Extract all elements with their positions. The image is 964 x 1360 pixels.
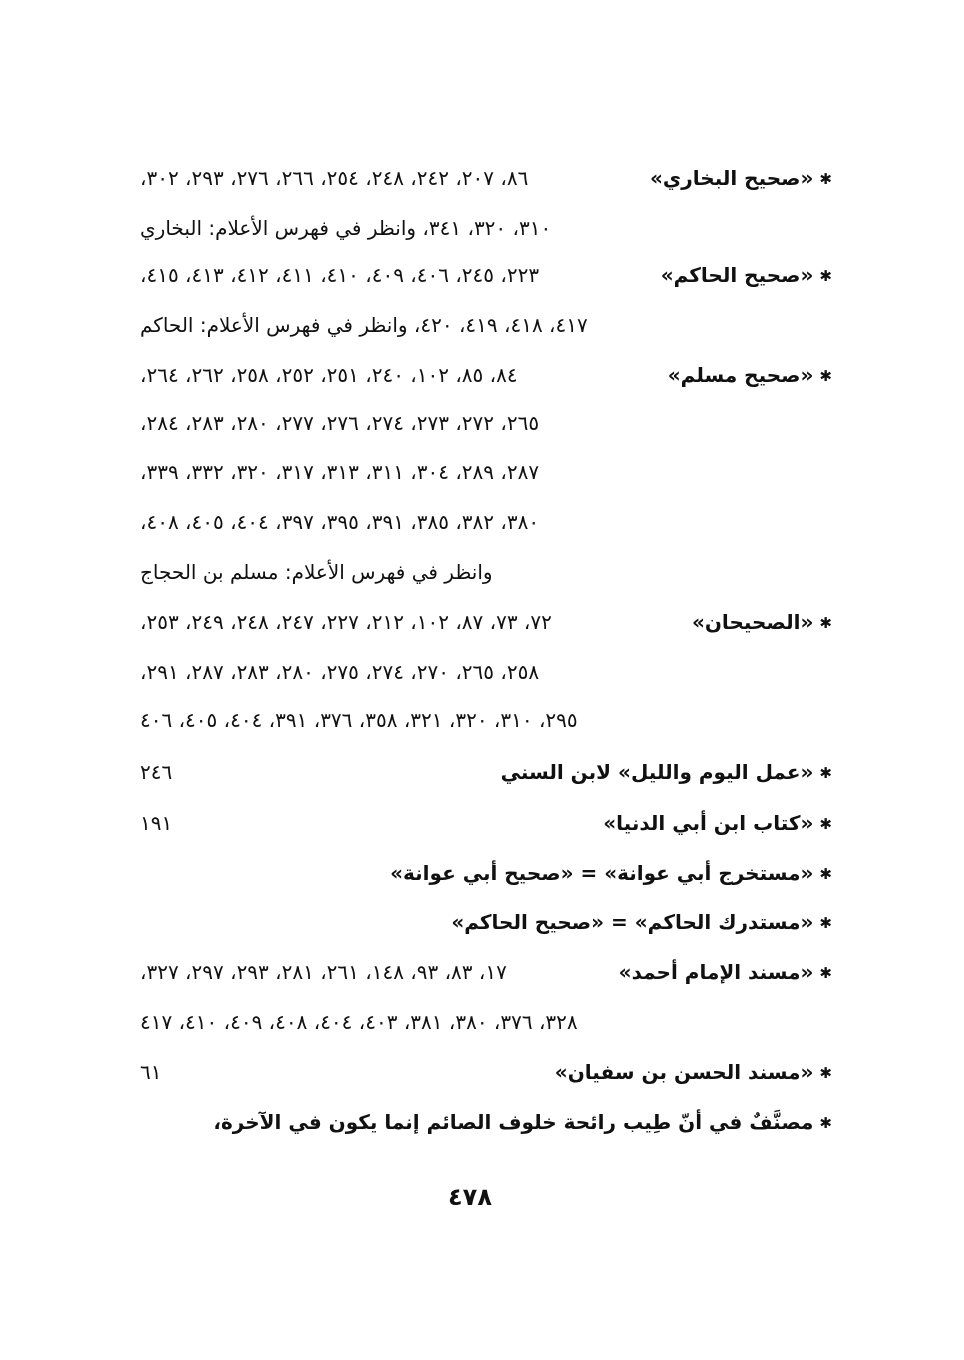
entry-heading	[603, 808, 832, 839]
asterisk-bullet-icon: ✱	[819, 864, 832, 883]
entry-title: «مسند الإمام أحمد»	[618, 959, 814, 984]
entry-continuation-line: ٣٨٠، ٣٨٢، ٣٨٥، ٣٩١، ٣٩٥، ٣٩٧، ٤٠٤، ٤٠٥، ٤٠٨،	[140, 510, 540, 534]
entry-heading	[650, 163, 832, 194]
index-entry-sahih-bukhari	[140, 163, 832, 193]
index-entry-mustakhraj-abi-awana	[140, 858, 832, 888]
entry-title: «صحيح الحاكم»	[660, 262, 814, 287]
entry-title: «عمل اليوم والليل» لابن السني	[500, 759, 814, 784]
page-references: ٨٦، ٢٠٧، ٢٤٢، ٢٤٨، ٢٥٤، ٢٦٦، ٢٧٦، ٢٩٣، ٣٠٢،	[140, 166, 529, 190]
entry-title: مصنَّفٌ في أنّ طِيب رائحة خلوف الصائم إنما يكون في الآخرة،	[213, 1109, 814, 1134]
asterisk-bullet-icon: ✱	[819, 913, 832, 932]
entry-title: «كتاب ابن أبي الدنيا»	[603, 810, 814, 835]
entry-heading	[661, 260, 832, 291]
entry-heading	[390, 858, 832, 889]
entry-heading	[619, 957, 832, 988]
entry-heading	[668, 360, 832, 391]
entry-title: «صحيح مسلم»	[667, 362, 814, 387]
entry-continuation-line: ٢٨٧، ٢٨٩، ٣٠٤، ٣١١، ٣١٣، ٣١٧، ٣٢٠، ٣٣٢، ٣٣٩،	[140, 460, 540, 484]
asterisk-bullet-icon: ✱	[819, 814, 832, 833]
index-entry-amal-al-yawm	[140, 757, 832, 787]
index-entry-mustadrak-hakim	[140, 907, 832, 937]
page-references: ٢٤٦	[140, 760, 173, 784]
entry-heading	[555, 1057, 832, 1088]
index-entry-musannaf-khuluf	[140, 1107, 832, 1137]
index-entry-sahih-hakim	[140, 260, 832, 290]
page-references: ٦١	[140, 1060, 162, 1084]
entry-continuation-line: ٣٢٨، ٣٧٦، ٣٨٠، ٣٨١، ٤٠٣، ٤٠٤، ٤٠٨، ٤٠٩، ٤١٠، ٤١٧	[140, 1010, 578, 1034]
entry-continuation-line: ٣١٠، ٣٢٠، ٣٤١، وانظر في فهرس الأعلام: البخاري	[140, 216, 552, 240]
page-number: ٤٧٨	[448, 1183, 492, 1211]
page-references: ١٧، ٨٣، ٩٣، ١٤٨، ٢٦١، ٢٨١، ٢٩٣، ٢٩٧، ٣٢٧،	[140, 960, 507, 984]
asterisk-bullet-icon: ✱	[819, 169, 832, 188]
entry-continuation-line: ٤١٧، ٤١٨، ٤١٩، ٤٢٠، وانظر في فهرس الأعلام: الحاكم	[140, 313, 588, 337]
asterisk-bullet-icon: ✱	[819, 763, 832, 782]
index-entry-ibn-abi-al-dunya	[140, 808, 832, 838]
entry-title: «مستخرج أبي عوانة» = «صحيح أبي عوانة»	[390, 860, 814, 885]
entry-heading	[451, 907, 832, 938]
asterisk-bullet-icon: ✱	[819, 613, 832, 632]
page-references: ١٩١	[140, 811, 173, 835]
page-references: ٨٤، ٨٥، ١٠٢، ٢٤٠، ٢٥١، ٢٥٢، ٢٥٨، ٢٦٢، ٢٦٤،	[140, 363, 518, 387]
asterisk-bullet-icon: ✱	[819, 963, 832, 982]
entry-title: «مستدرك الحاكم» = «صحيح الحاكم»	[451, 909, 814, 934]
entry-continuation-line: ٢٦٥، ٢٧٢، ٢٧٣، ٢٧٤، ٢٧٦، ٢٧٧، ٢٨٠، ٢٨٣، ٢٨٤،	[140, 411, 540, 435]
asterisk-bullet-icon: ✱	[819, 1113, 832, 1132]
index-entry-musnad-ahmad	[140, 957, 832, 987]
entry-heading	[692, 607, 832, 638]
index-entry-sahih-muslim	[140, 360, 832, 390]
entry-title: «مسند الحسن بن سفيان»	[554, 1059, 814, 1084]
index-entry-musnad-hasan-ibn-sufyan	[140, 1057, 832, 1087]
entry-heading	[501, 757, 832, 788]
index-entry-sahihan	[140, 607, 832, 637]
page-references: ٢٢٣، ٢٤٥، ٤٠٦، ٤٠٩، ٤١٠، ٤١١، ٤١٢، ٤١٣، ٤١٥،	[140, 263, 540, 287]
entry-title: «الصحيحان»	[691, 609, 814, 634]
entry-heading	[213, 1107, 832, 1138]
entry-title: «صحيح البخاري»	[650, 165, 814, 190]
entry-continuation-line: ٢٩٥، ٣١٠، ٣٢٠، ٣٢١، ٣٥٨، ٣٧٦، ٣٩١، ٤٠٤، ٤٠٥، ٤٠٦	[140, 708, 578, 732]
asterisk-bullet-icon: ✱	[819, 266, 832, 285]
asterisk-bullet-icon: ✱	[819, 366, 832, 385]
page-references: ٧٢، ٧٣، ٨٧، ١٠٢، ٢١٢، ٢٢٧، ٢٤٧، ٢٤٨، ٢٤٩، ٢٥٣،	[140, 610, 552, 634]
entry-see-also-line: وانظر في فهرس الأعلام: مسلم بن الحجاج	[140, 560, 493, 584]
entry-continuation-line: ٢٥٨، ٢٦٥، ٢٧٠، ٢٧٤، ٢٧٥، ٢٨٠، ٢٨٣، ٢٨٧، ٢٩١،	[140, 660, 540, 684]
asterisk-bullet-icon: ✱	[819, 1063, 832, 1082]
